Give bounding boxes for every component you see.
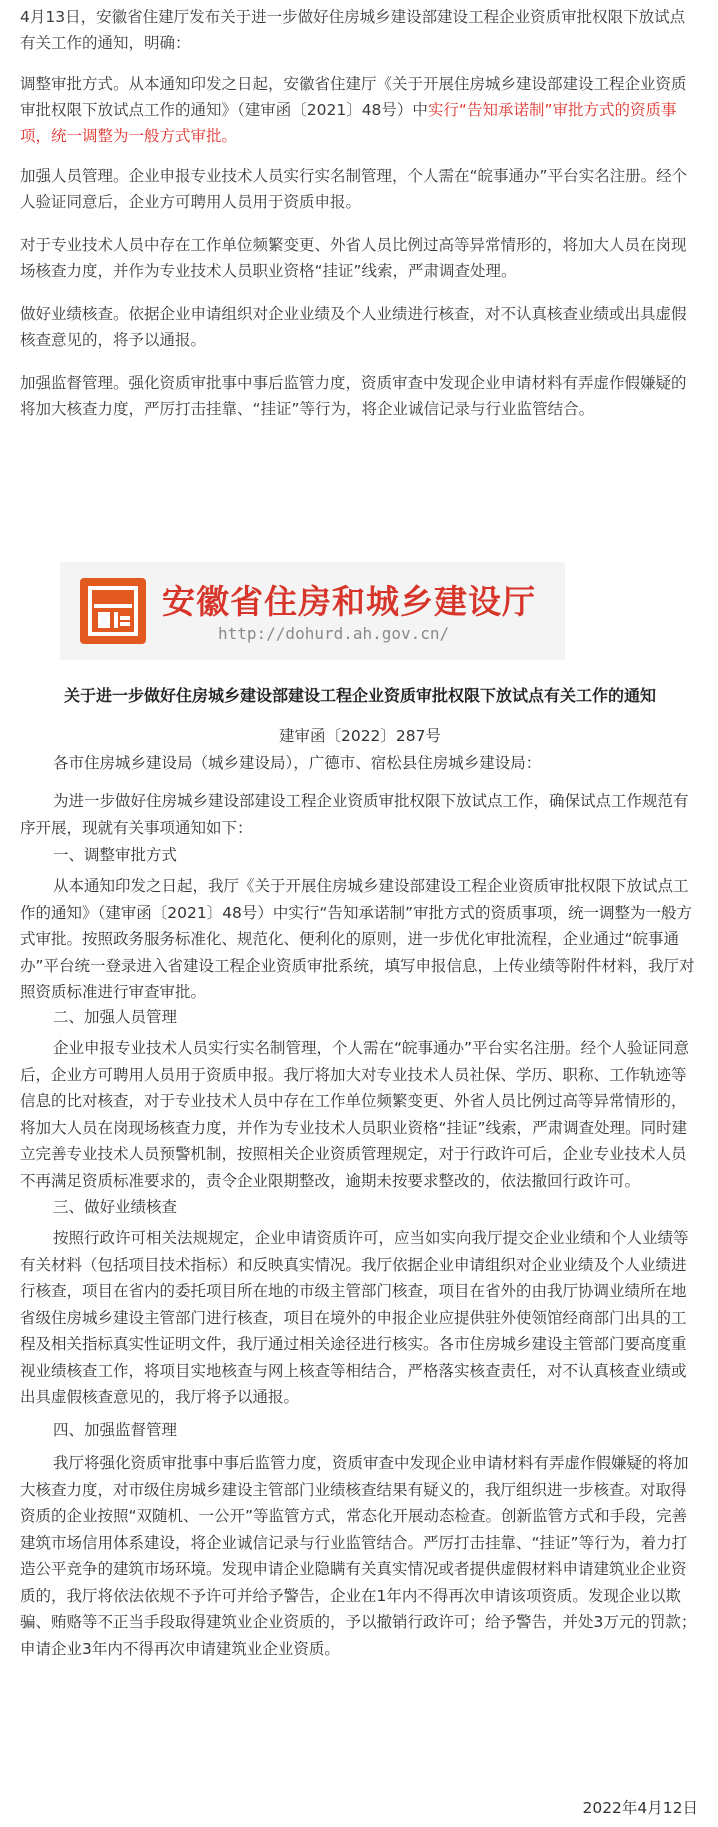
department-url: http://dohurd.ah.gov.cn/ bbox=[218, 624, 450, 643]
document-date: 2022年4月12日 bbox=[582, 1799, 698, 1817]
intro-paragraph-personnel: 加强人员管理。企业申报专业技术人员实行实名制管理，个人需在“皖事通办”平台实名注册。经个人验证同意后，企业方可聘用人员用于资质申报。 bbox=[20, 167, 688, 211]
intro-paragraph-supervision: 加强监督管理。强化资质审批事中事后监管力度，资质审查中发现企业申请材料有弄虚作假嫌疑的将加大核查力度，严厉打击挂靠、“挂证”等行为，将企业诚信记录与行业监管结合。 bbox=[20, 374, 687, 418]
department-logo-icon bbox=[80, 578, 146, 644]
section-heading: 三、做好业绩核查 bbox=[53, 1198, 178, 1216]
document-addressee: 各市住房城乡建设局（城乡建设局），广德市、宿松县住房城乡建设局： bbox=[53, 754, 542, 772]
section-body: 企业申报专业技术人员实行实名制管理，个人需在“皖事通办”平台实名注册。经个人验证同意后，企业方可聘用人员用于资质申报。我厅将加大对专业技术人员社保、学历、职称、工作轨迹等信息的比对核查，对于专业技术人员中存在工作单位频繁变更、外省人员比例过高等异常情形的，将加大人员在岗现场核查力度，并作为专业技术人员职业资格“挂证”线索，严肃调查处理。同时建立完善专业技术人员预警机制，按照相关企业资质管理规定，对于行政许可后，企业专业技术人员不再满足资质标准要求的，责令企业限期整改，逾期未按要求整改的，依法撤回行政许可。 bbox=[20, 1039, 690, 1190]
intro-paragraph-inspection: 对于专业技术人员中存在工作单位频繁变更、外省人员比例过高等异常情形的，将加大人员在岗现场核查力度，并作为专业技术人员职业资格“挂证”线索，严肃调查处理。 bbox=[20, 236, 687, 280]
document-title: 关于进一步做好住房城乡建设部建设工程企业资质审批权限下放试点有关工作的通知 bbox=[63, 686, 656, 705]
section-body: 我厅将强化资质审批事中事后监管力度，资质审查中发现企业申请材料有弄虚作假嫌疑的将加大核查力度，对市级住房城乡建设主管部门业绩核查结果有疑义的，我厅组织进一步核查。对取得资质的企业按照“双随机、一公开”等监管方式，常态化开展动态检查。创新监管方式和手段，完善建筑市场信用体系建设，将企业诚信记录与行业监管结合。严厉打击挂靠、“挂证”等行为，着力打造公平竞争的建筑市场环境。发现申请企业隐瞒有关真实情况或者提供虚假材料申请建筑业企业资质的，我厅将依法依规不予许可并给予警告，企业在1年内不得再次申请该项资质。发现企业以欺骗、贿赂等不正当手段取得建筑业企业资质的，予以撤销行政许可；给予警告，并处3万元的罚款；申请企业3年内不得再次申请建筑业企业资质。 bbox=[20, 1454, 697, 1658]
section-body: 从本通知印发之日起，我厅《关于开展住房城乡建设部建设工程企业资质审批权限下放试点工作的通知》（建审函〔2021〕48号）中实行“告知承诺制”审批方式的资质事项，统一调整为一般方式审批。按照政务服务标准化、规范化、便利化的原则，进一步优化审批流程，企业通过“皖事通办”平台统一登录进入省建设工程企业资质审批系统，填写申报信息，上传业绩等附件材料，我厅对照资质标准进行审查审批。 bbox=[20, 877, 695, 1001]
department-name: 安徽省住房和城乡建设厅 bbox=[162, 582, 536, 621]
highlighted-text: 实行“告知承诺制”审批方式的资质事项，统一调整为一般方式审批。 bbox=[20, 101, 677, 145]
department-banner bbox=[60, 562, 565, 660]
section-heading: 四、加强监督管理 bbox=[53, 1421, 178, 1439]
intro-text: 调整审批方式。从本通知印发之日起，安徽省住建厅《关于开展住房城乡建设部建设工程企业资质审批权限下放试点工作的通知》（建审函〔2021〕48号）中 bbox=[20, 75, 687, 119]
section-body: 按照行政许可相关法规规定，企业申请资质许可，应当如实向我厅提交企业业绩和个人业绩等有关材料（包括项目技术指标）和反映真实情况。我厅依据企业申请组织对企业业绩及个人业绩进行核查，项目在省内的委托项目所在地的市级主管部门核查，项目在省外的由我厅协调业绩所在地省级住房城乡建设主管部门进行核查，项目在境外的申报企业应提供驻外使领馆经商部门出具的工程及相关指标真实性证明文件，我厅通过相关途径进行核实。各市住房城乡建设主管部门要高度重视业绩核查工作，将项目实地核查与网上核查等相结合，严格落实核查责任，对不认真核查业绩或出具虚假核查意见的，我厅将予以通报。 bbox=[20, 1229, 689, 1406]
intro-paragraph-performance: 做好业绩核查。依据企业申请组织对企业业绩及个人业绩进行核查，对不认真核查业绩或出具虚假核查意见的，将予以通报。 bbox=[20, 305, 687, 349]
intro-paragraph: 4月13日，安徽省住建厅发布关于进一步做好住房城乡建设部建设工程企业资质审批权限下放试点有关工作的通知，明确： bbox=[20, 8, 686, 52]
section-heading: 一、调整审批方式 bbox=[53, 846, 178, 864]
document-number: 建审函〔2022〕287号 bbox=[278, 727, 442, 745]
section-heading: 二、加强人员管理 bbox=[53, 1008, 178, 1026]
intro-paragraph-approval bbox=[20, 71, 700, 149]
document-preamble: 为进一步做好住房城乡建设部建设工程企业资质审批权限下放试点工作，确保试点工作规范有序开展，现就有关事项通知如下： bbox=[20, 792, 689, 837]
